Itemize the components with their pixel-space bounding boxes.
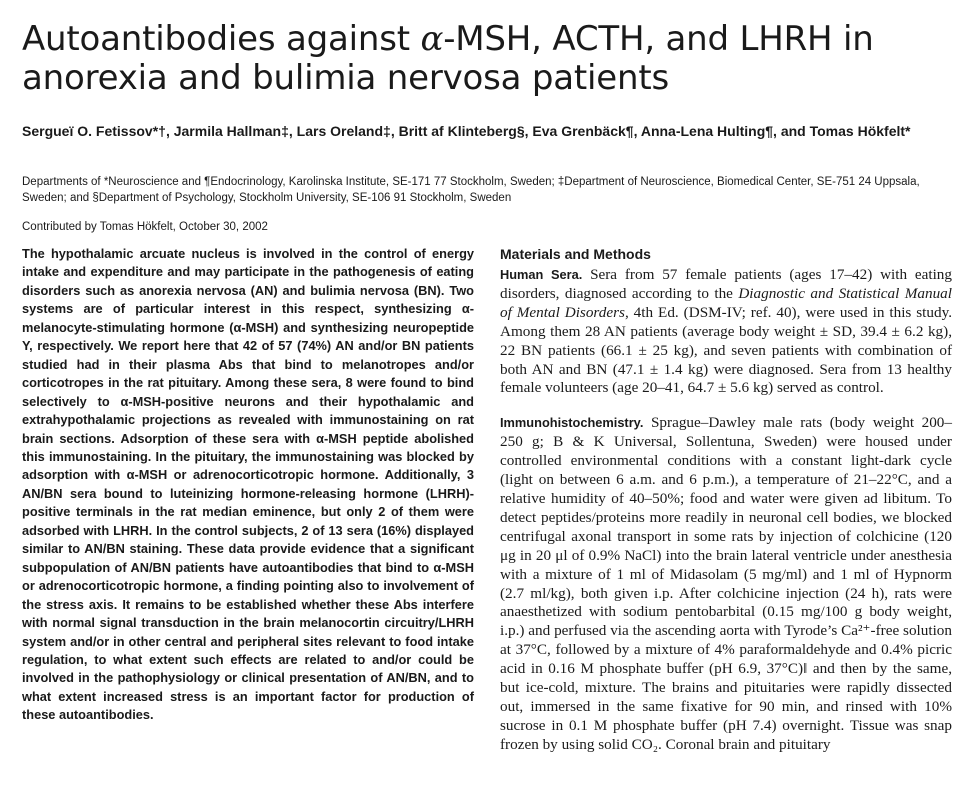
runin-heading-human-sera: Human Sera. bbox=[500, 267, 583, 282]
human-sera-text-italic: Diagnostic and Statistical Manual of Mental Disorders bbox=[500, 284, 952, 321]
article-title bbox=[22, 20, 952, 98]
title-greek-alpha: α bbox=[420, 19, 444, 59]
author-list: Sergueï O. Fetissov*†, Jarmila Hallman‡, Lars Oreland‡, Britt af Klinteberg§, Eva Grenbäck¶, Anna-Lena Hulting¶, and Tomas Hökfelt* bbox=[22, 123, 911, 139]
paragraph-immunohistochemistry bbox=[500, 414, 952, 754]
human-sera-text-b: , 4th Ed. (DSM-IV; ref. 40), were used in this study. Among them 28 AN patients (average body weight ± SD, 39.4 ± 6.2 kg), 22 BN patients (66.1 ± 25 kg), and seven patients with combination of both AN and BN (47.1 ± 1.4 kg) were diagnosed. Sera from 13 healthy female volunteers (age 20–41, 64.7 ± 5.6 kg) served as control. bbox=[500, 303, 952, 397]
affiliations: Departments of *Neuroscience and ¶Endocrinology, Karolinska Institute, SE-171 77 Stockholm, Sweden; ‡Department of Neuroscience, Biomedical Center, SE-751 24 Uppsala, Sweden; and §Department of Psychology, Stockholm University, SE-106 91 Stockholm, Sweden bbox=[22, 176, 920, 204]
human-sera-text-a: Sera from 57 female patients (ages 17–42) with eating disorders, diagnosed according to the bbox=[500, 266, 952, 302]
title-part-2: -MSH, ACTH, and LHRH in anorexia and bulimia nervosa patients bbox=[22, 19, 874, 98]
abstract: The hypothalamic arcuate nucleus is involved in the control of energy intake and expenditure and may participate in the pathogenesis of eating disorders such as anorexia nervosa (AN) and bulimia nervosa (BN). Two systems are of particular interest in this respect, synthesizing α-melanocyte-stimulating hormone (α-MSH) and synthesizing neuropeptide Y, respectively. We report here that 42 of 57 (74%) AN and/or BN patients studied had in their plasma Abs that bind to melanotropes and/or corticotropes in the rat pituitary. Among these sera, 8 were found to bind selectively to α-MSH-positive neurons and their hypothalamic and extrahypothalamic projections as revealed with immunostaining on rat brain sections. Adsorption of these sera with α-MSH peptide abolished this immunostaining. In the pituitary, the immunostaining was blocked by adsorption with α-MSH or adrenocorticotropic hormone. Additionally, 3 AN/BN sera bound to luteinizing hormone-releasing hormone (LHRH)-positive terminals in the rat median eminence, but only 2 of them were adsorbed with LHRH. In the control subjects, 2 of 13 sera (16%) displayed similar to AN/BN staining. These data provide evidence that a significant subpopulation of AN/BN patients have autoantibodies that bind to α-MSH or adrenocorticotropic hormone, a finding pointing also to involvement of the stress axis. It remains to be established whether these Abs interfere with normal signal transduction in the brain melanocortin circuitry/LHRH system and/or in other central and peripheral sites relevant to food intake regulation, to what extent such effects are related to and/or could be involved in the pathophysiology or clinical presentation of AN/BN, and to what extent increased stress is an important factor for production of these autoantibodies. bbox=[22, 246, 474, 723]
immunohistochemistry-text: Sprague–Dawley male rats (body weight 200–250 g; B & K Universal, Sollentuna, Sweden) were housed under controlled environmental conditions with a constant light-dark cycle (light on between 6 a.m. and 6 p.m.), a temperature of 21–22°C, and a relative humidity of 40–50%; food and water were given ad libitum. To detect peptides/proteins more readily in neuronal cell bodies, we blocked centrifugal axonal transport in some rats by injection of colchicine (120 μg in 20 μl of 0.9% NaCl) into the brain lateral ventricle under anesthesia with a mixture of 1 ml of Midasolam (5 mg/ml) and 1 ml of Hypnorm (2.7 ml/kg), both given i.p. After colchicine injection (24 h), rats were anaesthetized with sodium pentobarbital (0.15 mg/100 g body weight, i.p.) and perfused via the ascending aorta with Tyrode’s Ca²⁺-free solution at 37°C, followed by a mixture of 4% paraformaldehyde and 0.4% picric acid in 0.16 M phosphate buffer (pH 6.9, 37°C)‖ and then by the same, but ice-cold, mixture. The brains and pituitaries were rapidly dissected out, immersed in the same fixative for 90 min, and rinsed with 10% sucrose in 0.1 M phosphate buffer (pH 7.4) overnight. Tissue was snap frozen by using solid CO₂. Coronal brain and pituitary bbox=[500, 414, 952, 753]
paragraph-human-sera bbox=[500, 266, 952, 398]
methods-column bbox=[500, 244, 952, 755]
contributed-by: Contributed by Tomas Hökfelt, October 30, 2002 bbox=[22, 221, 268, 233]
title-part-1: Autoantibodies against bbox=[22, 19, 421, 59]
section-heading-methods: Materials and Methods bbox=[500, 246, 651, 262]
runin-heading-immunohistochemistry: Immunohistochemistry. bbox=[500, 415, 644, 431]
